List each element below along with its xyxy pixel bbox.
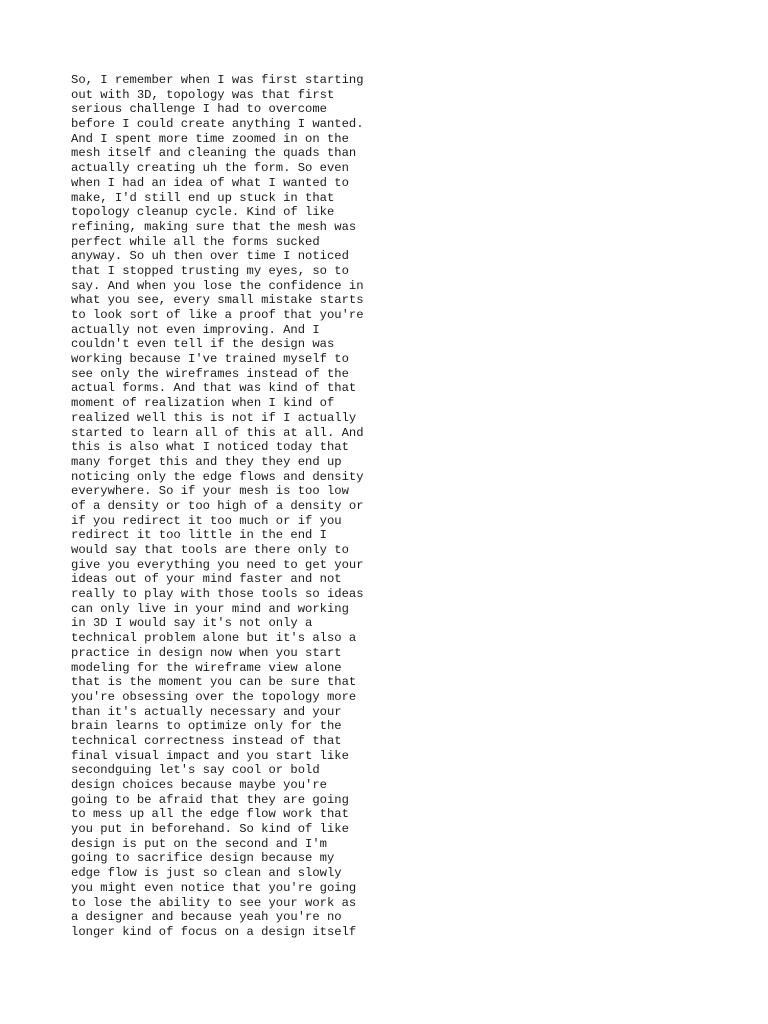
transcript-line: you're obsessing over the topology more [71,689,357,704]
transcript-line: realized well this is not if I actually [71,410,357,425]
transcript-line: redirect it too little in the end I [71,528,327,543]
transcript-line: see only the wireframes instead of the [71,366,349,381]
transcript-line: perfect while all the forms sucked [71,234,320,249]
transcript-line: you might even notice that you're going [71,880,357,895]
transcript-line: make, I'd still end up stuck in that [71,190,335,205]
transcript-line: couldn't even tell if the design was [71,337,335,352]
transcript-line: if you redirect it too much or if you [71,513,342,528]
transcript-line: of a density or too high of a density or [71,498,364,513]
transcript-line: So, I remember when I was first starting [71,73,364,87]
transcript-line: out with 3D, topology was that first [71,87,335,102]
transcript-line: design is put on the second and I'm [71,836,327,851]
transcript-line: ideas out of your mind faster and not [71,572,342,587]
transcript-line: would say that tools are there only to [71,543,349,557]
transcript-line: mesh itself and cleaning the quads than [71,146,357,161]
transcript-line: longer kind of focus on a design itself [71,924,357,939]
transcript-line: in 3D I would say it's not only a [71,616,313,631]
transcript-line: going to sacrifice design because my [71,851,335,866]
transcript-line: brain learns to optimize only for the [71,719,342,734]
transcript-line: actually not even improving. And I [71,322,320,337]
transcript-line: say. And when you lose the confidence in [71,278,364,293]
transcript-line: topology cleanup cycle. Kind of like [71,205,335,220]
transcript-line: design choices because maybe you're [71,778,327,792]
transcript-line: actual forms. And that was kind of that [71,381,357,396]
transcript-line: serious challenge I had to overcome [71,102,327,117]
transcript-line: anyway. So uh then over time I noticed [71,249,349,264]
transcript-line: a designer and because yeah you're no [71,910,342,925]
transcript-line: technical problem alone but it's also a [71,631,357,646]
transcript-line: working because I've trained myself to [71,352,349,367]
transcript-line: moment of realization when I kind of [71,396,335,411]
transcript-line: to mess up all the edge flow work that [71,807,349,822]
transcript-line: before I could create anything I wanted. [71,117,364,132]
transcript-line: than it's actually necessary and your [71,704,342,719]
transcript-line: started to learn all of this at all. And [71,425,364,440]
transcript-line: that I stopped trusting my eyes, so to [71,263,349,278]
transcript-line: everywhere. So if your mesh is too low [71,484,349,499]
transcript-line: And I spent more time zoomed in on the [71,131,349,146]
transcript-line: final visual impact and you start like [71,748,349,763]
transcript-line: technical correctness instead of that [71,733,342,748]
transcript-line: edge flow is just so clean and slowly [71,866,342,881]
transcript-line: can only live in your mind and working [71,601,349,616]
transcript-line: to lose the ability to see your work as [71,895,357,910]
transcript-line: secondguing let's say cool or bold [71,763,320,778]
transcript-line: noticing only the edge flows and density [71,469,364,484]
transcript-line: many forget this and they they end up [71,454,342,469]
transcript-line: you put in beforehand. So kind of like [71,822,349,837]
transcript-line: to look sort of like a proof that you're [71,308,364,322]
transcript-line: actually creating uh the form. So even [71,161,349,176]
transcript-line: really to play with those tools so ideas [71,587,364,602]
transcript-line: modeling for the wireframe view alone [71,660,342,675]
transcript-line: when I had an idea of what I wanted to [71,175,349,190]
transcript-line: give you everything you need to get your [71,557,364,572]
transcript-line: going to be afraid that they are going [71,792,349,807]
transcript-line: what you see, every small mistake starts [71,293,364,308]
transcript-line: refining, making sure that the mesh was [71,219,357,234]
transcript-text-block [71,73,401,940]
transcript-line: that is the moment you can be sure that [71,675,357,690]
transcript-line: practice in design now when you start [71,645,342,660]
transcript-line: this is also what I noticed today that [71,440,349,455]
